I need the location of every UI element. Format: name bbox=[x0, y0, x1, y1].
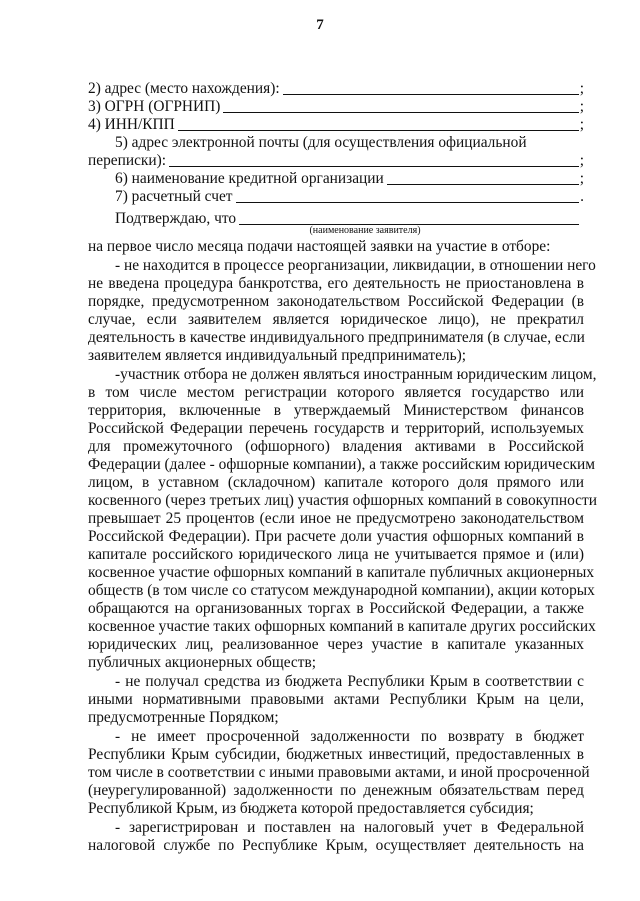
body-line: Российской Федерации перечень государств и территорий, используемых bbox=[88, 420, 584, 437]
body-line: в том числе местом регистрации которого является государство или bbox=[88, 384, 584, 401]
body-line: превышает 25 процентов (если иное не предусмотрено законодательством bbox=[88, 510, 584, 527]
email-blank[interactable] bbox=[169, 153, 579, 167]
body-line: косвенное участие таких офшорных компаний в капитале других российских bbox=[88, 618, 596, 635]
inn-kpp-label: 4) ИНН/КПП bbox=[88, 116, 175, 133]
account-blank[interactable] bbox=[236, 189, 580, 203]
account-field: 7) расчетный счет . bbox=[115, 188, 584, 205]
body-line: не введена процедура банкротства, его деятельность не приостановлена в bbox=[88, 275, 584, 292]
email-field: переписки): ; bbox=[88, 152, 584, 169]
body-line: том числе в соответствии с иными правовыми актами, и иной просроченной bbox=[88, 764, 590, 781]
body-line: порядке, предусмотренном законодательством Российской Федерации (в bbox=[88, 293, 584, 310]
email-label-line1: 5) адрес электронной почты (для осуществления официальной bbox=[115, 134, 527, 151]
body-line: капитале российского юридического лица не учитывается прямое и (или) bbox=[88, 546, 584, 563]
body-line: территория, включенные в утверждаемый Министерством финансов bbox=[88, 402, 584, 419]
body-line: Республики Крым субсидии, бюджетных инвестиций, предоставленных в bbox=[88, 746, 584, 763]
ogrn-label: 3) ОГРН (ОГРНИП) bbox=[88, 98, 221, 115]
body-line: -участник отбора не должен являться иностранным юридическим лицом, bbox=[115, 366, 597, 383]
body-line: - не получал средства из бюджета Республики Крым в соответствии с bbox=[115, 673, 584, 690]
body-line: случае, если заявителем является юридическое лицо), не прекратил bbox=[88, 311, 584, 328]
bank-name-field: 6) наименование кредитной организации ; bbox=[115, 170, 584, 187]
body-line: (неурегулированной) задолженности по денежным обязательствам перед bbox=[88, 782, 584, 799]
body-line: юридических лиц, реализованное через участие в капитале указанных bbox=[88, 636, 584, 653]
bank-name-blank[interactable] bbox=[387, 171, 579, 185]
address-field: 2) адрес (место нахождения): ; bbox=[88, 80, 584, 97]
applicant-name-caption: (наименование заявителя) bbox=[309, 225, 421, 236]
ogrn-blank[interactable] bbox=[223, 99, 578, 113]
email-label: переписки): bbox=[88, 152, 167, 169]
inn-kpp-field: 4) ИНН/КПП ; bbox=[88, 116, 584, 133]
body-line: Федерации (далее - офшорные компании), а также российским юридическим bbox=[88, 456, 596, 473]
inn-kpp-blank[interactable] bbox=[178, 117, 579, 131]
body-line: косвенное участие офшорных компаний в капитале публичных акционерных bbox=[88, 564, 595, 581]
body-line: заявителем является индивидуальный предприниматель); bbox=[88, 347, 467, 364]
body-line: Российской Федерации). При расчете доли участия офшорных компаний в bbox=[88, 528, 584, 545]
body-line: налоговой службе по Республике Крым, осуществляет деятельность на bbox=[88, 837, 584, 854]
body-line: - зарегистрирован и поставлен на налоговый учет в Федеральной bbox=[115, 819, 584, 836]
body-line: косвенного (через третьих лиц) участия офшорных компаний в совокупности bbox=[88, 492, 597, 509]
body-line: - не находится в процессе реорганизации, ликвидации, в отношении него bbox=[115, 257, 596, 274]
account-label: 7) расчетный счет bbox=[115, 188, 233, 205]
body-line: - не имеет просроченной задолженности по возврату в бюджет bbox=[115, 728, 584, 745]
bank-name-label: 6) наименование кредитной организации bbox=[115, 170, 384, 187]
confirm-intro: на первое число месяца подачи настоящей заявки на участие в отборе: bbox=[88, 238, 551, 255]
body-line: деятельность в качестве индивидуального предпринимателя (в случае, если bbox=[88, 329, 585, 346]
body-line: предусмотренные Порядком; bbox=[88, 709, 279, 726]
body-line: для промежуточного (офшорного) владения активами в Российской bbox=[88, 438, 584, 455]
address-label: 2) адрес (место нахождения): bbox=[88, 80, 280, 97]
body-line: обращаются на организованных торгах в Российской Федерации, а также bbox=[88, 600, 584, 617]
confirm-label: Подтверждаю, что bbox=[115, 210, 237, 227]
applicant-name-blank[interactable] bbox=[239, 211, 579, 225]
body-line: Республикой Крым, из бюджета которой предоставляется субсидия; bbox=[88, 800, 534, 817]
body-line: иными нормативными правовыми актами Республики Крым на цели, bbox=[88, 691, 584, 708]
body-line: обществ (в том числе со статусом международной компании), акции которых bbox=[88, 582, 595, 599]
address-blank[interactable] bbox=[283, 81, 579, 95]
ogrn-field: 3) ОГРН (ОГРНИП) ; bbox=[88, 98, 584, 115]
body-line: лицом, в уставном (складочном) капитале которого доля прямого или bbox=[88, 474, 584, 491]
page-number: 7 bbox=[316, 17, 324, 33]
body-line: публичных акционерных обществ; bbox=[88, 654, 317, 671]
